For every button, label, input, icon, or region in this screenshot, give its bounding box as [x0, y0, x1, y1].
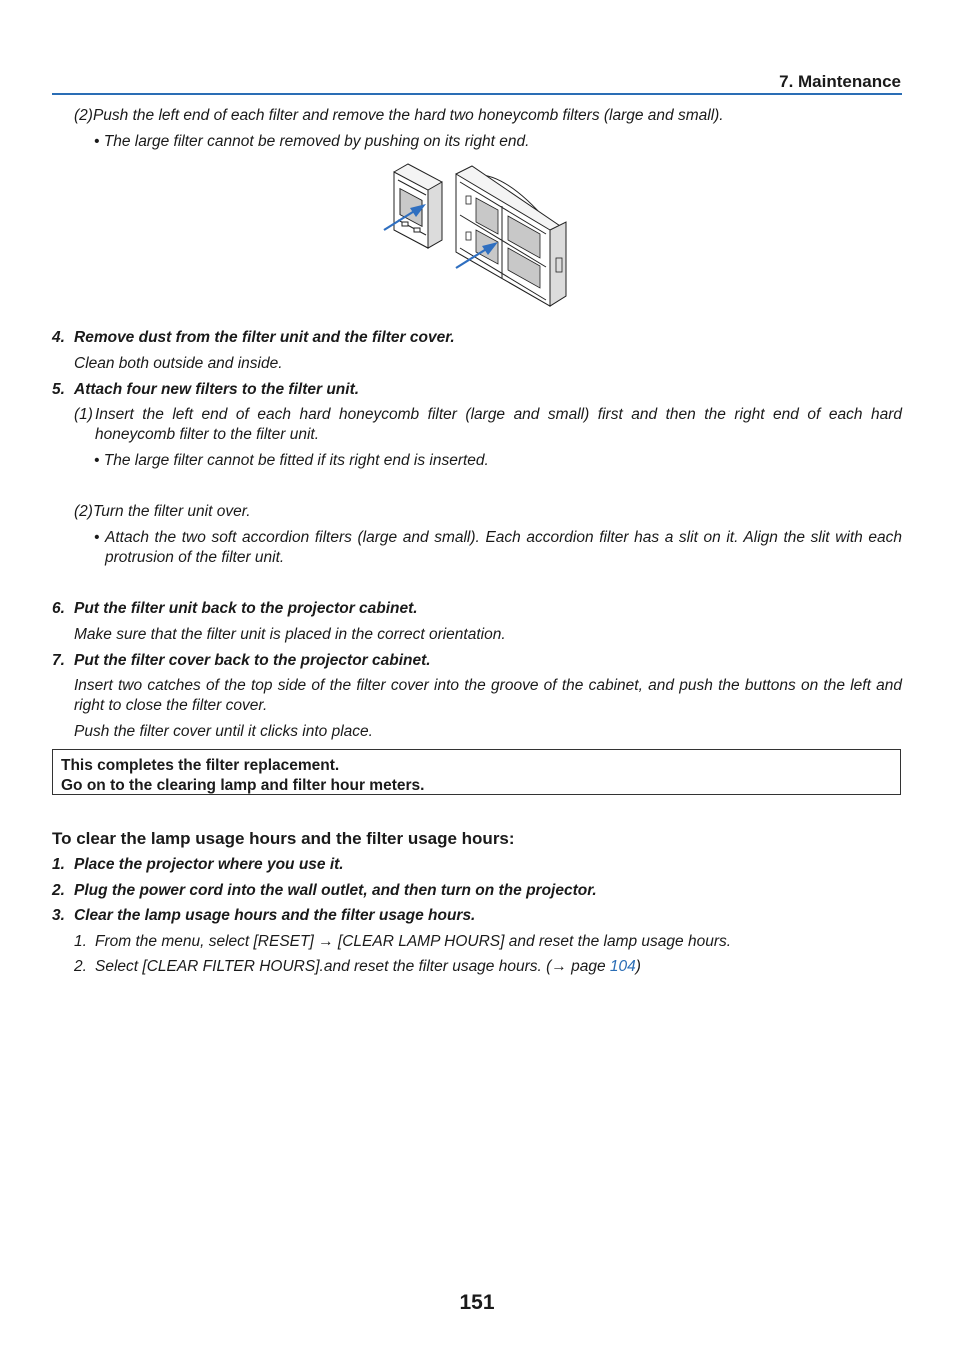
step7-body2: Push the filter cover until it clicks into place. [74, 723, 373, 740]
step5-sub1-bullet: • The large filter cannot be fitted if its right end is inserted. [94, 452, 489, 469]
step5-sub2-label: (2) [74, 503, 93, 520]
step7-title [52, 651, 431, 671]
step4-title-text: Remove dust from the filter unit and the filter cover. [74, 329, 455, 346]
section-title: 7. Maintenance [779, 72, 901, 91]
step5-sub1-text: Insert the left end of each hard honeycomb filter (large and small) first and then the right end of each hard honeycomb filter to the filter unit. [95, 406, 902, 443]
clear-sub-1-text: From the menu, select [RESET] → [CLEAR LAMP HOURS] and reset the lamp usage hours. [95, 933, 732, 950]
clear-step-3 [52, 906, 475, 926]
clear-sub-2-close: ) [635, 958, 641, 975]
clear-step-2 [52, 881, 597, 901]
step5-title-text: Attach four new filters to the filter unit. [74, 381, 360, 398]
step5-sub2-text: Turn the filter unit over. [92, 503, 251, 520]
clear-step-3-num: 3. [52, 907, 65, 924]
step5-title [52, 380, 359, 400]
step3-sub2 [74, 106, 724, 126]
step3-sub2-text: Push the left end of each filter and remove the hard two honeycomb filters (large and small). [92, 107, 724, 124]
clear-hours-title: To clear the lamp usage hours and the filter usage hours: [52, 829, 515, 848]
page-link-104[interactable]: 104 [609, 958, 636, 975]
step3-sub2-bullet: • The large filter cannot be removed by pushing on its right end. [94, 133, 530, 150]
filter-unit-illustration [380, 160, 575, 312]
step7-title-text: Put the filter cover back to the projector cabinet. [74, 652, 431, 669]
step7-num: 7. [52, 652, 65, 669]
notice-line1: This completes the filter replacement. [61, 757, 340, 774]
clear-step-2-num: 2. [52, 882, 65, 899]
clear-step-1 [52, 855, 344, 875]
step6-title-text: Put the filter unit back to the projector cabinet. [74, 600, 418, 617]
clear-step-1-num: 1. [52, 856, 65, 873]
completion-notice [52, 749, 901, 795]
clear-step-2-text: Plug the power cord into the wall outlet, and then turn on the projector. [74, 882, 597, 899]
bullet-mark: • [94, 529, 100, 546]
step6-title [52, 599, 418, 619]
step5-sub2 [74, 502, 251, 522]
step4-body: Clean both outside and inside. [74, 355, 283, 372]
step5-sub1-label: (1) [74, 406, 93, 423]
clear-sub-1-num: 1. [74, 933, 87, 950]
step5-num: 5. [52, 381, 65, 398]
step4-num: 4. [52, 329, 65, 346]
notice-line2: Go on to the clearing lamp and filter hour meters. [61, 777, 425, 794]
step6-body: Make sure that the filter unit is placed in the correct orientation. [74, 626, 506, 643]
clear-step-3-text: Clear the lamp usage hours and the filter usage hours. [74, 907, 476, 924]
step7-body1: Insert two catches of the top side of the filter cover into the groove of the cabinet, and push the buttons on the left and right to close the filter cover. [74, 677, 902, 714]
step5-sub2-bullet-text: Attach the two soft accordion filters (large and small). Each accordion filter has a slit on it. Align the slit with each protrusion of the filter unit. [105, 529, 902, 566]
step6-num: 6. [52, 600, 65, 617]
step5-sub1 [74, 405, 902, 445]
clear-step-1-text: Place the projector where you use it. [74, 856, 344, 873]
step5-sub2-bullet [94, 528, 902, 568]
header-rule [52, 93, 902, 95]
step4-title [52, 328, 455, 348]
clear-sub-1 [74, 932, 731, 952]
page-number: 151 [459, 1291, 495, 1314]
clear-sub-2-num: 2. [74, 958, 87, 975]
clear-sub-2 [74, 957, 641, 977]
clear-sub-2-text: Select [CLEAR FILTER HOURS].and reset the filter usage hours. (→ page [95, 958, 610, 975]
step3-sub2-label: (2) [74, 107, 93, 124]
